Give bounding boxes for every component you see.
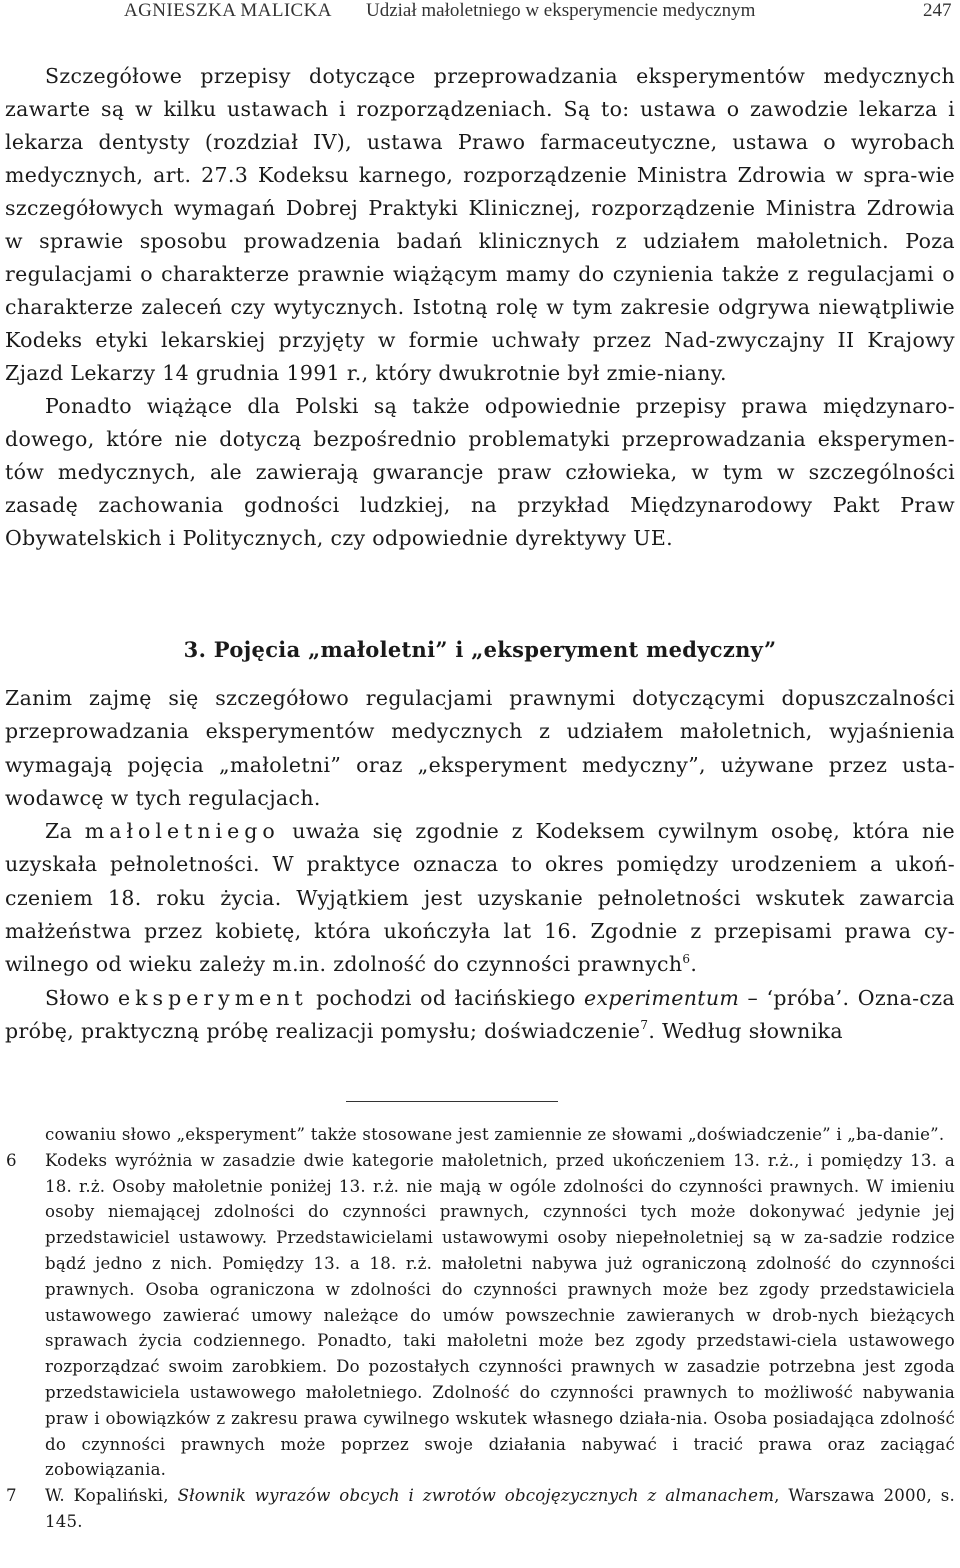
- paragraph-international-law: Ponadto wiążące dla Polski są także odpowiednie przepisy prawa międzynaro-dowego, które nie dotyczą bezpośrednio problematyki przeprowadzania eksperymen-tów medycznych, ale zawierają gwarancje praw człowieka, w tym w szczególności zasadę zachowania godności ludzkiej, na przykład Międzynarodowy Pakt Praw Obywatelskich i Politycznych, czy odpowiednie dyrektywy UE.: [5, 394, 955, 550]
- page-number: 247: [923, 0, 952, 21]
- term-maloletni: małoletniego: [84, 819, 280, 844]
- section-heading: 3. Pojęcia „małoletni” i „eksperyment medyczny”: [183, 637, 777, 662]
- footnote-text: , Warszawa 2000, s. 145.: [45, 1486, 955, 1531]
- paragraph-legal-sources: Szczegółowe przepisy dotyczące przeprowadzania eksperymentów medycznych zawarte są w kilku ustawach i rozporządzeniach. Są to: ustawa o zawodzie lekarza i lekarza dentysty (rozdział IV), ustawa Prawo farmaceutyczne, ustawa o wyrobach medycznych, art. 27.3 Kodeksu karnego, rozporządzenie Ministra Zdrowia w spra-wie szczegółowych wymagań Dobrej Praktyki Klinicznej, rozporządzenie Ministra Zdrowia w sprawie sposobu prowadzenia badań klinicznych z udziałem małoletnich. Poza regulacjami o charakterze prawnie wiążącym mamy do czynienia także z regulacjami o charakterze zaleceń czy wytycznych. Istotną rolę w tym zakresie odgrywa niewątpliwie Kodeks etyki lekarskiej przyjęty w formie uchwały przez Nad-zwyczajny II Krajowy Zjazd Lekarzy 14 grudnia 1991 r., który dwukrotnie był zmie-niany.: [5, 64, 955, 385]
- body-text: [5, 60, 955, 555]
- book-title: Słownik wyrazów obcych i zwrotów obcojęzycznych z almanachem: [177, 1486, 775, 1506]
- footnote-number: 6: [6, 1150, 17, 1170]
- paragraph-experiment-definition: [5, 982, 955, 1049]
- footnote-text: cowaniu słowo „eksperyment” także stosowane jest zamiennie ze słowami „doświadczenie” i „ba-danie”.: [45, 1125, 945, 1144]
- text-fragment: Słowo: [45, 985, 110, 1010]
- term-eksperyment: eksperyment: [118, 985, 308, 1010]
- footnote-text: Kodeks wyróżnia w zasadzie dwie kategorie małoletnich, przed ukończeniem 13. r.ż., i pomiędzy 13. a 18. r.ż. Osoby małoletnie poniżej 13. r.ż. nie mają w ogóle zdolności do czynności prawnych. W imieniu osoby niemającej zdolności do czynności prawnych, czynności tych może dokonywać jedynie jej przedstawiciel ustawowy. Przedstawicielami ustawowymi osoby niepełnoletniej są w za-sadzie rodzice bądź jedno z nich. Pomiędzy 13. a 18. r.ż. małoletni nabywa już ograniczoną zdolność do czynności prawnych. Osoba ograniczona w zdolności do czynności prawnych może bez zgody przedstawiciela ustawowego zawierać umowy należące do umów powszechnie zawieranych w drob-nych bieżących sprawach życia codziennego. Ponadto, taki małoletni może bez zgody przedstawi-ciela ustawowego rozporządzać swoim zarobkiem. Do pozostałych czynności prawnych w zasadzie potrzebna jest zgoda przedstawiciela ustawowego małoletniego. Zdolność do czynności prawnych to możliwość nabywania praw i obowiązków z zakresu prawa cywilnego wskutek własnego działa-nia. Osoba posiadająca zdolność do czynności prawnych może poprzez swoje działania nabywać i tracić prawa oraz zaciągać zobowiązania.: [45, 1150, 955, 1480]
- footnote-text: W. Kopaliński,: [45, 1486, 169, 1506]
- running-head-author: AGNIESZKA MALICKA: [124, 0, 332, 21]
- footnotes: [0, 1122, 960, 1535]
- section-body: [5, 682, 955, 1048]
- footnote-ref-7[interactable]: 7: [640, 1018, 649, 1033]
- footnote-separator: [346, 1101, 558, 1102]
- footnote-ref-6[interactable]: 6: [682, 951, 691, 966]
- footnote-number: 7: [6, 1486, 17, 1506]
- running-head: [0, 0, 960, 28]
- text-fragment: Za: [45, 819, 73, 844]
- text-fragment: pochodzi od łacińskiego: [316, 985, 576, 1010]
- text-fragment: . Według słownika: [648, 1018, 843, 1043]
- footnote-7: [0, 1483, 960, 1535]
- latin-term: experimentum: [584, 985, 740, 1010]
- footnote-continued: [0, 1122, 960, 1148]
- text-fragment: .: [690, 952, 698, 977]
- text-fragment: uważa się zgodnie z Kodeksem cywilnym osobę, która nie uzyskała pełnoletności. W praktyce oznacza to okres pomiędzy urodzeniem a ukoń-czeniem 18. roku życia. Wyjątkiem jest uzyskanie pełnoletności wskutek zawarcia małżeństwa przez kobietę, która ukończyła lat 16. Zgodnie z przepisami prawa cy-wilnego od wieku zależy m.in. zdolność do czynności prawnych: [5, 819, 955, 977]
- paragraph-minor-definition: [5, 815, 955, 981]
- running-head-title: Udział małoletniego w eksperymencie medycznym: [366, 0, 756, 21]
- footnote-6: [0, 1148, 960, 1483]
- paragraph-introduction: Zanim zajmę się szczegółowo regulacjami prawnymi dotyczącymi dopuszczalności przeprowadzania eksperymentów medycznych z udziałem małoletnich, wyjaśnienia wymagają pojęcia „małoletni” oraz „eksperyment medyczny”, używane przez usta-wodawcę w tych regulacjach.: [5, 686, 955, 810]
- text-fragment: – ‘próba’. Ozna-cza próbę, praktyczną próbę realizacji pomysłu; doświadczenie: [5, 985, 955, 1043]
